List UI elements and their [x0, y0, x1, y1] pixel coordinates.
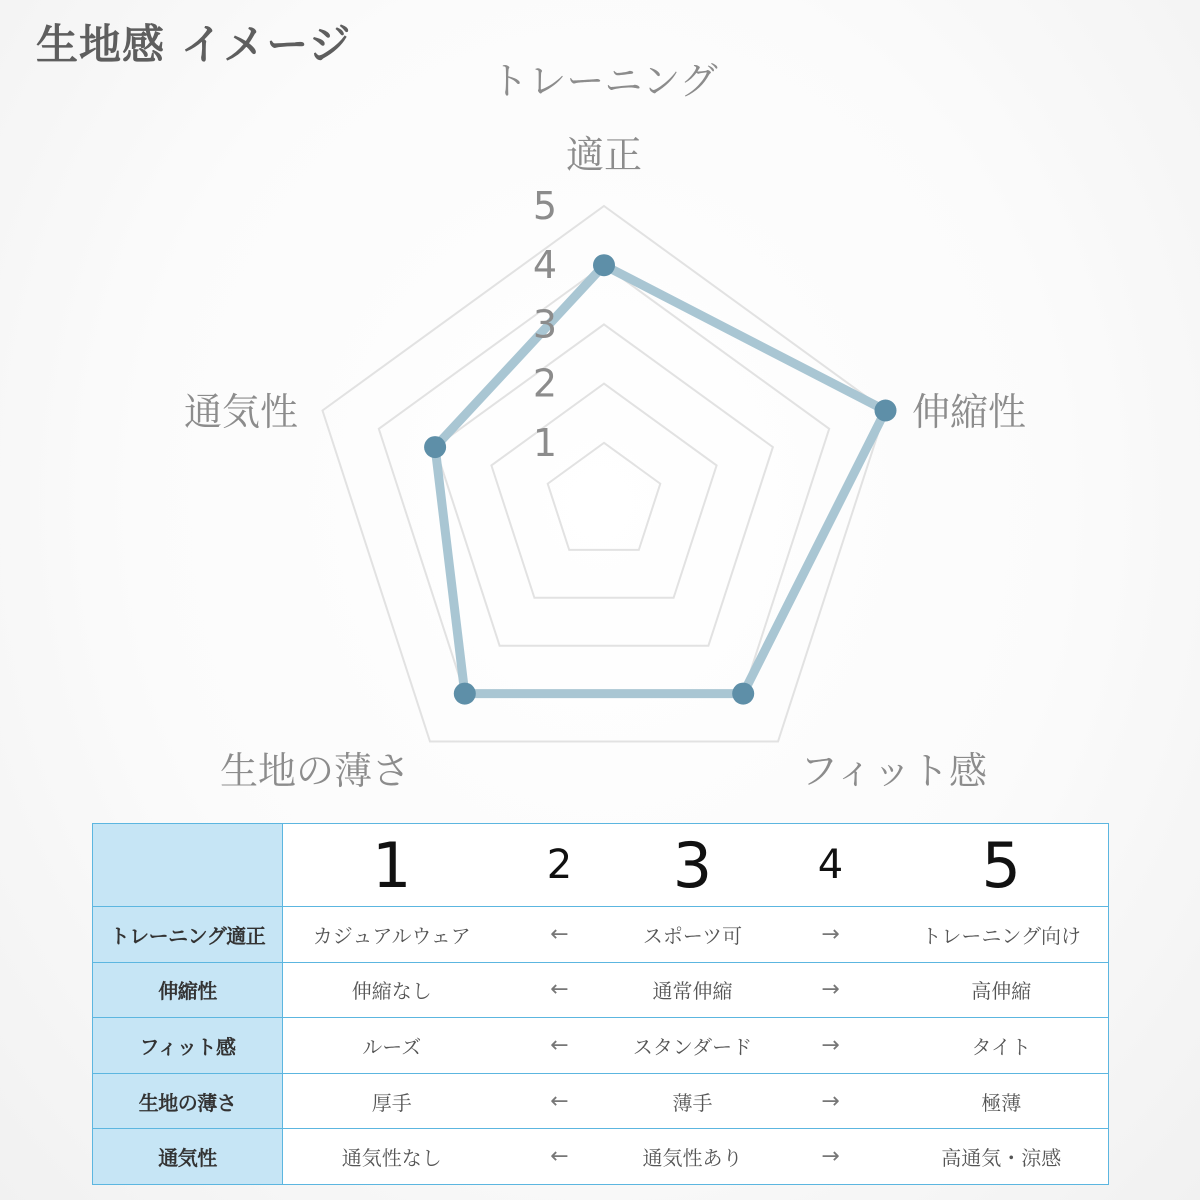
axis-label-2: 伸縮性	[912, 390, 1027, 434]
tick-label-2: 2	[532, 361, 558, 406]
axis-label-5: 通気性	[183, 390, 298, 434]
cell-level-1: カジュアルウェア	[283, 907, 501, 963]
row-label: フィット感	[93, 1018, 283, 1074]
table-row	[93, 962, 1109, 1018]
scale-header-1: 1	[283, 824, 501, 907]
right-arrow: →	[767, 1129, 895, 1185]
right-arrow: →	[767, 962, 895, 1018]
table-row	[93, 1018, 1109, 1074]
left-arrow: ←	[501, 962, 619, 1018]
grid-ring-5	[323, 206, 886, 742]
radar-ticks	[533, 184, 557, 465]
axis-label-3: フィット感	[800, 749, 987, 793]
row-label: トレーニング適正	[93, 907, 283, 963]
scale-header-5: 5	[895, 824, 1109, 907]
grid-ring-1	[548, 443, 661, 550]
left-arrow: ←	[501, 1073, 619, 1129]
axis-label-4: 生地の薄さ	[219, 749, 410, 793]
data-point-5	[424, 436, 446, 458]
tick-label-1: 1	[532, 420, 558, 465]
cell-level-5: トレーニング向け	[895, 907, 1109, 963]
table-corner-cell	[93, 824, 283, 907]
data-point-3	[732, 683, 754, 705]
data-point-1	[593, 254, 615, 276]
cell-level-5: 極薄	[895, 1073, 1109, 1129]
left-arrow: ←	[501, 1018, 619, 1074]
tick-label-3: 3	[532, 302, 558, 347]
cell-level-1: ルーズ	[283, 1018, 501, 1074]
cell-level-3: スタンダード	[619, 1018, 767, 1074]
right-arrow: →	[767, 1018, 895, 1074]
cell-level-1: 通気性なし	[283, 1129, 501, 1185]
right-arrow: →	[767, 907, 895, 963]
tick-label-5: 5	[532, 184, 558, 228]
row-label: 通気性	[93, 1129, 283, 1185]
radar-grid	[323, 206, 886, 742]
row-label: 生地の薄さ	[93, 1073, 283, 1129]
data-point-2	[875, 400, 897, 422]
series-line	[435, 265, 885, 693]
table-header-row	[93, 824, 1109, 907]
table-row	[93, 1129, 1109, 1185]
rating-legend-table	[92, 823, 1108, 1185]
cell-level-3: 薄手	[619, 1073, 767, 1129]
cell-level-3: 通常伸縮	[619, 962, 767, 1018]
scale-header-2: 2	[501, 824, 619, 907]
data-point-4	[454, 683, 476, 705]
cell-level-5: 高伸縮	[895, 962, 1109, 1018]
axis-label-1: トレーニング適正	[490, 59, 718, 177]
radar-axis-labels	[184, 59, 1026, 793]
left-arrow: ←	[501, 1129, 619, 1185]
scale-header-3: 3	[619, 824, 767, 907]
cell-level-5: 高通気・涼感	[895, 1129, 1109, 1185]
cell-level-3: スポーツ可	[619, 907, 767, 963]
cell-level-1: 伸縮なし	[283, 962, 501, 1018]
table-row	[93, 907, 1109, 963]
cell-level-3: 通気性あり	[619, 1129, 767, 1185]
table-row	[93, 1073, 1109, 1129]
page-title: 生地感 イメージ	[36, 20, 352, 69]
right-arrow: →	[767, 1073, 895, 1129]
scale-header-4: 4	[767, 824, 895, 907]
tick-label-4: 4	[532, 243, 558, 288]
row-label: 伸縮性	[93, 962, 283, 1018]
cell-level-5: タイト	[895, 1018, 1109, 1074]
left-arrow: ←	[501, 907, 619, 963]
grid-ring-2	[491, 384, 716, 598]
cell-level-1: 厚手	[283, 1073, 501, 1129]
